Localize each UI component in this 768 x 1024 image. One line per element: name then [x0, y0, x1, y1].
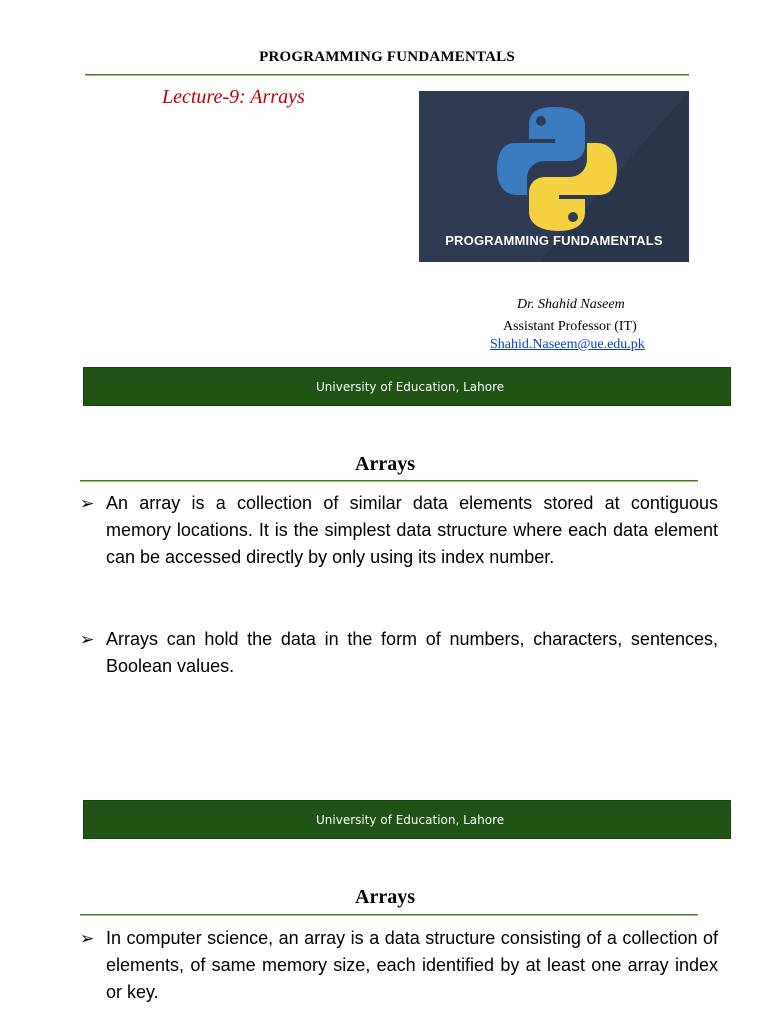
arrow-bullet-icon: ➢	[80, 630, 95, 649]
arrow-bullet-icon: ➢	[80, 494, 95, 513]
footer-bar	[83, 367, 731, 406]
author-email-link[interactable]: Shahid.Naseem@ue.edu.pk	[490, 337, 645, 352]
footer-text: University of Education, Lahore	[316, 379, 505, 394]
bullet-text: Arrays can hold the data in the form of numbers, characters, sentences, Boolean values.	[106, 629, 718, 676]
bullet-item	[80, 490, 718, 571]
footer-bar	[83, 800, 731, 839]
logo-caption: PROGRAMMING FUNDAMENTALS	[445, 233, 663, 248]
bullet-item	[80, 626, 718, 680]
header-divider	[85, 74, 689, 75]
section-title-arrays: Arrays	[355, 453, 415, 475]
lecture-title: Lecture-9: Arrays	[162, 86, 305, 108]
course-logo-card	[419, 91, 689, 262]
section-divider	[80, 480, 698, 481]
bullet-text: In computer science, an array is a data structure consisting of a collection of elements, of same memory size, each identified by at least one array index or key.	[106, 928, 718, 1002]
section-divider	[80, 914, 698, 915]
bullet-item	[80, 925, 718, 1006]
footer-text: University of Education, Lahore	[316, 812, 505, 827]
bullet-text: An array is a collection of similar data elements stored at contiguous memory locations. It is the simplest data structure where each data element can be accessed directly by only using its index number.	[106, 493, 718, 567]
author-role: Assistant Professor (IT)	[503, 319, 637, 334]
author-name: Dr. Shahid Naseem	[517, 297, 625, 312]
section-title-arrays: Arrays	[355, 886, 415, 908]
course-title: PROGRAMMING FUNDAMENTALS	[259, 49, 515, 65]
arrow-bullet-icon: ➢	[80, 929, 95, 948]
